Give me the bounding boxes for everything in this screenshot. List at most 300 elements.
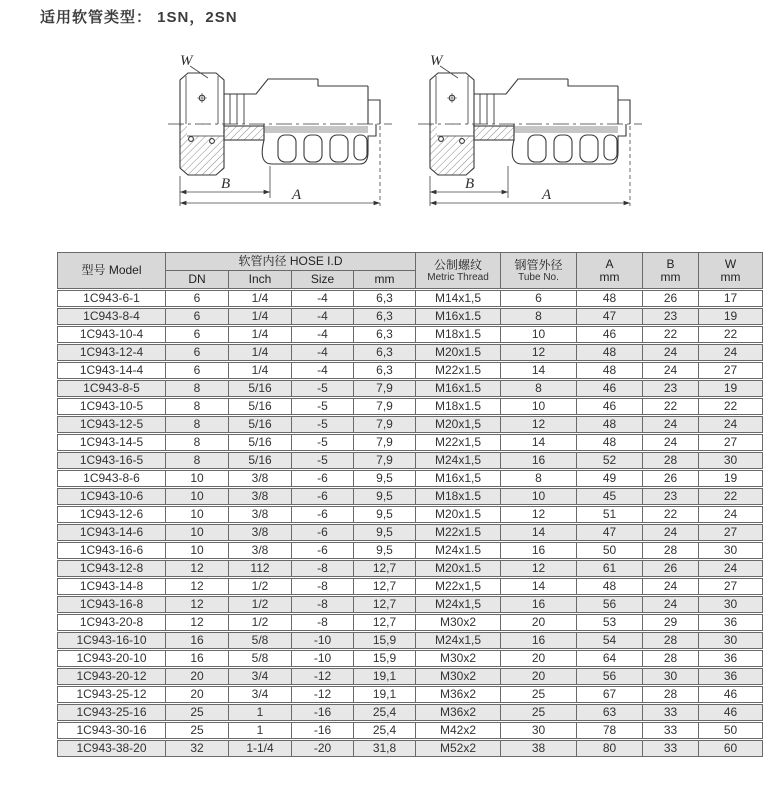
cell-dn: 10	[166, 488, 229, 506]
cell-model: 1C943-14-5	[58, 434, 166, 452]
cell-tube-no: 25	[501, 704, 577, 722]
cell-model: 1C943-14-6	[58, 524, 166, 542]
cell-b: 24	[643, 362, 699, 380]
cell-metric-thread: M20x1.5	[416, 506, 501, 524]
cell-b: 22	[643, 398, 699, 416]
cell-tube-no: 8	[501, 470, 577, 488]
cell-model: 1C943-16-10	[58, 632, 166, 650]
cell-b: 33	[643, 704, 699, 722]
cell-size: -10	[292, 632, 354, 650]
table-row	[58, 722, 763, 740]
table-row	[58, 560, 763, 578]
table-row	[58, 416, 763, 434]
cell-a: 48	[577, 434, 643, 452]
cell-inch: 1/2	[229, 614, 292, 632]
cell-inch: 1/2	[229, 578, 292, 596]
cell-inch: 1/2	[229, 596, 292, 614]
cell-a: 61	[577, 560, 643, 578]
cell-a: 48	[577, 578, 643, 596]
cell-metric-thread: M18x1.5	[416, 488, 501, 506]
spec-table	[57, 252, 763, 757]
table-row	[58, 470, 763, 488]
cell-w: 19	[699, 380, 763, 398]
cell-tube-no: 8	[501, 380, 577, 398]
cell-metric-thread: M22x1.5	[416, 362, 501, 380]
cell-metric-thread: M16x1.5	[416, 380, 501, 398]
cell-model: 1C943-12-4	[58, 344, 166, 362]
cell-dn: 10	[166, 470, 229, 488]
cell-mm: 25,4	[354, 722, 416, 740]
cell-dn: 6	[166, 362, 229, 380]
cell-w: 60	[699, 740, 763, 757]
cell-a: 78	[577, 722, 643, 740]
cell-tube-no: 38	[501, 740, 577, 757]
cell-a: 50	[577, 542, 643, 560]
cell-a: 56	[577, 668, 643, 686]
table-row	[58, 380, 763, 398]
cell-a: 54	[577, 632, 643, 650]
header-tube-no-en: Tube No.	[518, 271, 559, 283]
cell-mm: 12,7	[354, 596, 416, 614]
cell-w: 36	[699, 668, 763, 686]
cell-mm: 12,7	[354, 560, 416, 578]
cell-inch: 5/16	[229, 416, 292, 434]
cell-size: -5	[292, 452, 354, 470]
table-row	[58, 686, 763, 704]
cell-size: -8	[292, 578, 354, 596]
b-dimension-label: B	[221, 176, 231, 192]
cell-w: 24	[699, 560, 763, 578]
a-dimension-label: A	[292, 187, 302, 203]
cell-size: -8	[292, 560, 354, 578]
cell-tube-no: 12	[501, 506, 577, 524]
cell-metric-thread: M14x1,5	[416, 290, 501, 308]
cell-size: -4	[292, 326, 354, 344]
header-model: 型号 Model	[58, 253, 166, 290]
cell-a: 47	[577, 524, 643, 542]
cell-dn: 10	[166, 524, 229, 542]
cell-mm: 15,9	[354, 650, 416, 668]
header-metric-thread-en: Metric Thread	[427, 271, 489, 283]
cell-a: 51	[577, 506, 643, 524]
cell-mm: 7,9	[354, 380, 416, 398]
cell-dn: 6	[166, 344, 229, 362]
cell-dn: 10	[166, 542, 229, 560]
table-row	[58, 506, 763, 524]
cell-inch: 112	[229, 560, 292, 578]
cell-mm: 6,3	[354, 326, 416, 344]
header-metric-thread-cn: 公制螺纹	[434, 257, 483, 272]
cell-metric-thread: M16x1.5	[416, 308, 501, 326]
cell-inch: 5/8	[229, 632, 292, 650]
cell-model: 1C943-16-5	[58, 452, 166, 470]
cell-w: 30	[699, 596, 763, 614]
table-row	[58, 344, 763, 362]
cell-mm: 9,5	[354, 542, 416, 560]
cell-inch: 1-1/4	[229, 740, 292, 757]
cell-metric-thread: M18x1.5	[416, 398, 501, 416]
cell-model: 1C943-20-10	[58, 650, 166, 668]
cell-model: 1C943-10-4	[58, 326, 166, 344]
cell-size: -6	[292, 524, 354, 542]
cell-inch: 1/4	[229, 344, 292, 362]
cell-size: -10	[292, 650, 354, 668]
cell-metric-thread: M22x1.5	[416, 524, 501, 542]
table-row	[58, 668, 763, 686]
header-hose-id-group: 软管内径 HOSE I.D	[166, 253, 416, 271]
table-row	[58, 326, 763, 344]
cell-metric-thread: M36x2	[416, 686, 501, 704]
cell-size: -6	[292, 542, 354, 560]
cell-a: 46	[577, 398, 643, 416]
table-row	[58, 740, 763, 757]
cell-b: 28	[643, 452, 699, 470]
cell-b: 24	[643, 416, 699, 434]
cell-b: 30	[643, 668, 699, 686]
cell-size: -12	[292, 668, 354, 686]
header-dim-a: A mm	[577, 253, 643, 290]
cell-model: 1C943-8-5	[58, 380, 166, 398]
cell-dn: 8	[166, 452, 229, 470]
cell-w: 27	[699, 524, 763, 542]
cell-a: 49	[577, 470, 643, 488]
cell-metric-thread: M18x1.5	[416, 326, 501, 344]
cell-model: 1C943-10-6	[58, 488, 166, 506]
cell-inch: 1/4	[229, 326, 292, 344]
cell-mm: 7,9	[354, 398, 416, 416]
cell-inch: 3/8	[229, 488, 292, 506]
cell-model: 1C943-25-16	[58, 704, 166, 722]
cell-a: 56	[577, 596, 643, 614]
table-row	[58, 704, 763, 722]
cell-w: 27	[699, 362, 763, 380]
cell-metric-thread: M24x1,5	[416, 452, 501, 470]
cell-b: 23	[643, 308, 699, 326]
fitting-outline	[418, 73, 642, 175]
table-row	[58, 524, 763, 542]
cell-metric-thread: M30x2	[416, 668, 501, 686]
cell-mm: 6,3	[354, 290, 416, 308]
cell-w: 19	[699, 308, 763, 326]
cell-tube-no: 6	[501, 290, 577, 308]
cell-inch: 1/4	[229, 290, 292, 308]
cell-tube-no: 16	[501, 452, 577, 470]
cell-dn: 16	[166, 650, 229, 668]
cell-inch: 3/4	[229, 686, 292, 704]
cell-inch: 3/8	[229, 524, 292, 542]
cell-size: -16	[292, 704, 354, 722]
cell-metric-thread: M20x1.5	[416, 344, 501, 362]
cell-b: 28	[643, 542, 699, 560]
cell-a: 48	[577, 416, 643, 434]
cell-tube-no: 8	[501, 308, 577, 326]
cell-size: -4	[292, 362, 354, 380]
cell-b: 26	[643, 560, 699, 578]
cell-tube-no: 20	[501, 650, 577, 668]
cell-b: 26	[643, 290, 699, 308]
cell-tube-no: 12	[501, 344, 577, 362]
cell-b: 24	[643, 344, 699, 362]
cell-a: 45	[577, 488, 643, 506]
cell-dn: 8	[166, 416, 229, 434]
cell-size: -20	[292, 740, 354, 757]
cell-tube-no: 20	[501, 614, 577, 632]
cell-inch: 3/8	[229, 542, 292, 560]
table-row	[58, 488, 763, 506]
cell-mm: 12,7	[354, 578, 416, 596]
cell-size: -5	[292, 380, 354, 398]
table-row	[58, 308, 763, 326]
cell-w: 36	[699, 650, 763, 668]
cell-metric-thread: M24x1.5	[416, 542, 501, 560]
cell-model: 1C943-25-12	[58, 686, 166, 704]
cell-dn: 32	[166, 740, 229, 757]
cell-mm: 12,7	[354, 614, 416, 632]
cell-inch: 1	[229, 704, 292, 722]
cell-tube-no: 10	[501, 398, 577, 416]
cell-w: 22	[699, 326, 763, 344]
cell-model: 1C943-12-5	[58, 416, 166, 434]
cell-a: 47	[577, 308, 643, 326]
cell-tube-no: 25	[501, 686, 577, 704]
table-row	[58, 362, 763, 380]
cell-inch: 5/16	[229, 398, 292, 416]
fitting-drawing-right	[416, 48, 646, 221]
cell-size: -5	[292, 398, 354, 416]
w-dimension-label: W	[180, 53, 193, 69]
cell-w: 30	[699, 542, 763, 560]
fitting-drawing-left	[166, 48, 396, 221]
cell-size: -4	[292, 308, 354, 326]
cell-mm: 9,5	[354, 470, 416, 488]
cell-dn: 10	[166, 506, 229, 524]
cell-a: 63	[577, 704, 643, 722]
cell-b: 24	[643, 524, 699, 542]
cell-inch: 5/8	[229, 650, 292, 668]
cell-size: -8	[292, 614, 354, 632]
cell-mm: 31,8	[354, 740, 416, 757]
cell-mm: 7,9	[354, 416, 416, 434]
cell-size: -6	[292, 506, 354, 524]
cell-w: 27	[699, 434, 763, 452]
cell-a: 67	[577, 686, 643, 704]
cell-dn: 20	[166, 668, 229, 686]
cell-b: 23	[643, 380, 699, 398]
cell-dn: 12	[166, 578, 229, 596]
table-row	[58, 578, 763, 596]
header-dim-w: W mm	[699, 253, 763, 290]
cell-tube-no: 12	[501, 560, 577, 578]
cell-model: 1C943-38-20	[58, 740, 166, 757]
cell-a: 46	[577, 326, 643, 344]
cell-b: 28	[643, 686, 699, 704]
cell-metric-thread: M24x1,5	[416, 596, 501, 614]
spec-table-body	[58, 290, 763, 757]
header-mm: mm	[354, 271, 416, 290]
cell-mm: 9,5	[354, 506, 416, 524]
cell-b: 24	[643, 578, 699, 596]
header-metric-thread	[416, 253, 501, 290]
cell-model: 1C943-12-6	[58, 506, 166, 524]
cell-w: 30	[699, 632, 763, 650]
cell-mm: 7,9	[354, 434, 416, 452]
header-tube-no-cn: 钢管外径	[514, 257, 563, 272]
cell-w: 24	[699, 506, 763, 524]
cell-w: 36	[699, 614, 763, 632]
cell-tube-no: 14	[501, 524, 577, 542]
cell-b: 33	[643, 740, 699, 757]
cell-dn: 25	[166, 704, 229, 722]
cell-w: 50	[699, 722, 763, 740]
cell-w: 30	[699, 452, 763, 470]
cell-metric-thread: M30x2	[416, 614, 501, 632]
a-dimension-label: A	[542, 187, 552, 203]
cell-mm: 9,5	[354, 488, 416, 506]
cell-inch: 1/4	[229, 308, 292, 326]
cell-dn: 25	[166, 722, 229, 740]
cell-b: 28	[643, 632, 699, 650]
cell-mm: 6,3	[354, 344, 416, 362]
cell-tube-no: 20	[501, 668, 577, 686]
cell-dn: 20	[166, 686, 229, 704]
cell-tube-no: 14	[501, 434, 577, 452]
table-row	[58, 452, 763, 470]
cell-a: 48	[577, 362, 643, 380]
cell-w: 46	[699, 704, 763, 722]
cell-a: 46	[577, 380, 643, 398]
cell-model: 1C943-20-8	[58, 614, 166, 632]
cell-dn: 16	[166, 632, 229, 650]
cell-tube-no: 30	[501, 722, 577, 740]
cell-inch: 5/16	[229, 380, 292, 398]
cell-size: -16	[292, 722, 354, 740]
cell-tube-no: 14	[501, 578, 577, 596]
cell-tube-no: 10	[501, 488, 577, 506]
cell-metric-thread: M30x2	[416, 650, 501, 668]
cell-model: 1C943-10-5	[58, 398, 166, 416]
cell-w: 22	[699, 488, 763, 506]
table-row	[58, 542, 763, 560]
cell-b: 22	[643, 506, 699, 524]
cell-metric-thread: M36x2	[416, 704, 501, 722]
cell-dn: 12	[166, 560, 229, 578]
cell-dn: 6	[166, 308, 229, 326]
cell-model: 1C943-8-6	[58, 470, 166, 488]
table-row	[58, 596, 763, 614]
header-tube-no	[501, 253, 577, 290]
cell-mm: 9,5	[354, 524, 416, 542]
cell-metric-thread: M24x1,5	[416, 632, 501, 650]
cell-size: -6	[292, 470, 354, 488]
cell-size: -4	[292, 290, 354, 308]
cell-w: 24	[699, 344, 763, 362]
cell-metric-thread: M20x1,5	[416, 416, 501, 434]
fitting-outline	[168, 73, 392, 175]
cell-metric-thread: M42x2	[416, 722, 501, 740]
cell-metric-thread: M20x1.5	[416, 560, 501, 578]
cell-tube-no: 16	[501, 596, 577, 614]
cell-dn: 12	[166, 596, 229, 614]
cell-inch: 3/8	[229, 470, 292, 488]
cell-mm: 6,3	[354, 308, 416, 326]
cell-size: -5	[292, 416, 354, 434]
cell-b: 24	[643, 434, 699, 452]
cell-b: 33	[643, 722, 699, 740]
table-row	[58, 290, 763, 308]
cell-b: 24	[643, 596, 699, 614]
page-title: 适用软管类型： 1SN，2SN	[40, 9, 238, 26]
cell-dn: 6	[166, 326, 229, 344]
cell-a: 52	[577, 452, 643, 470]
cell-w: 24	[699, 416, 763, 434]
spec-table-header	[58, 253, 763, 290]
b-dimension-label: B	[465, 176, 475, 192]
cell-mm: 15,9	[354, 632, 416, 650]
table-row	[58, 632, 763, 650]
cell-a: 53	[577, 614, 643, 632]
cell-mm: 19,1	[354, 686, 416, 704]
cell-a: 48	[577, 290, 643, 308]
cell-dn: 6	[166, 290, 229, 308]
cell-tube-no: 12	[501, 416, 577, 434]
cell-model: 1C943-12-8	[58, 560, 166, 578]
cell-w: 17	[699, 290, 763, 308]
cell-size: -6	[292, 488, 354, 506]
cell-mm: 7,9	[354, 452, 416, 470]
cell-model: 1C943-8-4	[58, 308, 166, 326]
cell-a: 80	[577, 740, 643, 757]
cell-size: -8	[292, 596, 354, 614]
cell-a: 64	[577, 650, 643, 668]
header-dim-b: B mm	[643, 253, 699, 290]
cell-model: 1C943-14-8	[58, 578, 166, 596]
header-size: Size	[292, 271, 354, 290]
table-row	[58, 650, 763, 668]
cell-w: 46	[699, 686, 763, 704]
cell-dn: 12	[166, 614, 229, 632]
cell-inch: 5/16	[229, 434, 292, 452]
cell-mm: 6,3	[354, 362, 416, 380]
table-row	[58, 398, 763, 416]
cell-a: 48	[577, 344, 643, 362]
cell-model: 1C943-14-4	[58, 362, 166, 380]
cell-tube-no: 16	[501, 542, 577, 560]
cell-metric-thread: M52x2	[416, 740, 501, 757]
cell-b: 22	[643, 326, 699, 344]
cell-w: 27	[699, 578, 763, 596]
cell-metric-thread: M22x1,5	[416, 578, 501, 596]
cell-inch: 5/16	[229, 452, 292, 470]
cell-model: 1C943-30-16	[58, 722, 166, 740]
header-inch: Inch	[229, 271, 292, 290]
cell-tube-no: 14	[501, 362, 577, 380]
cell-inch: 1	[229, 722, 292, 740]
cell-model: 1C943-16-6	[58, 542, 166, 560]
cell-tube-no: 16	[501, 632, 577, 650]
cell-inch: 1/4	[229, 362, 292, 380]
cell-tube-no: 10	[501, 326, 577, 344]
cell-b: 28	[643, 650, 699, 668]
header-dn: DN	[166, 271, 229, 290]
cell-model: 1C943-20-12	[58, 668, 166, 686]
cell-b: 29	[643, 614, 699, 632]
cell-b: 26	[643, 470, 699, 488]
cell-w: 19	[699, 470, 763, 488]
cell-inch: 3/4	[229, 668, 292, 686]
cell-size: -5	[292, 434, 354, 452]
cell-dn: 8	[166, 398, 229, 416]
cell-mm: 25,4	[354, 704, 416, 722]
